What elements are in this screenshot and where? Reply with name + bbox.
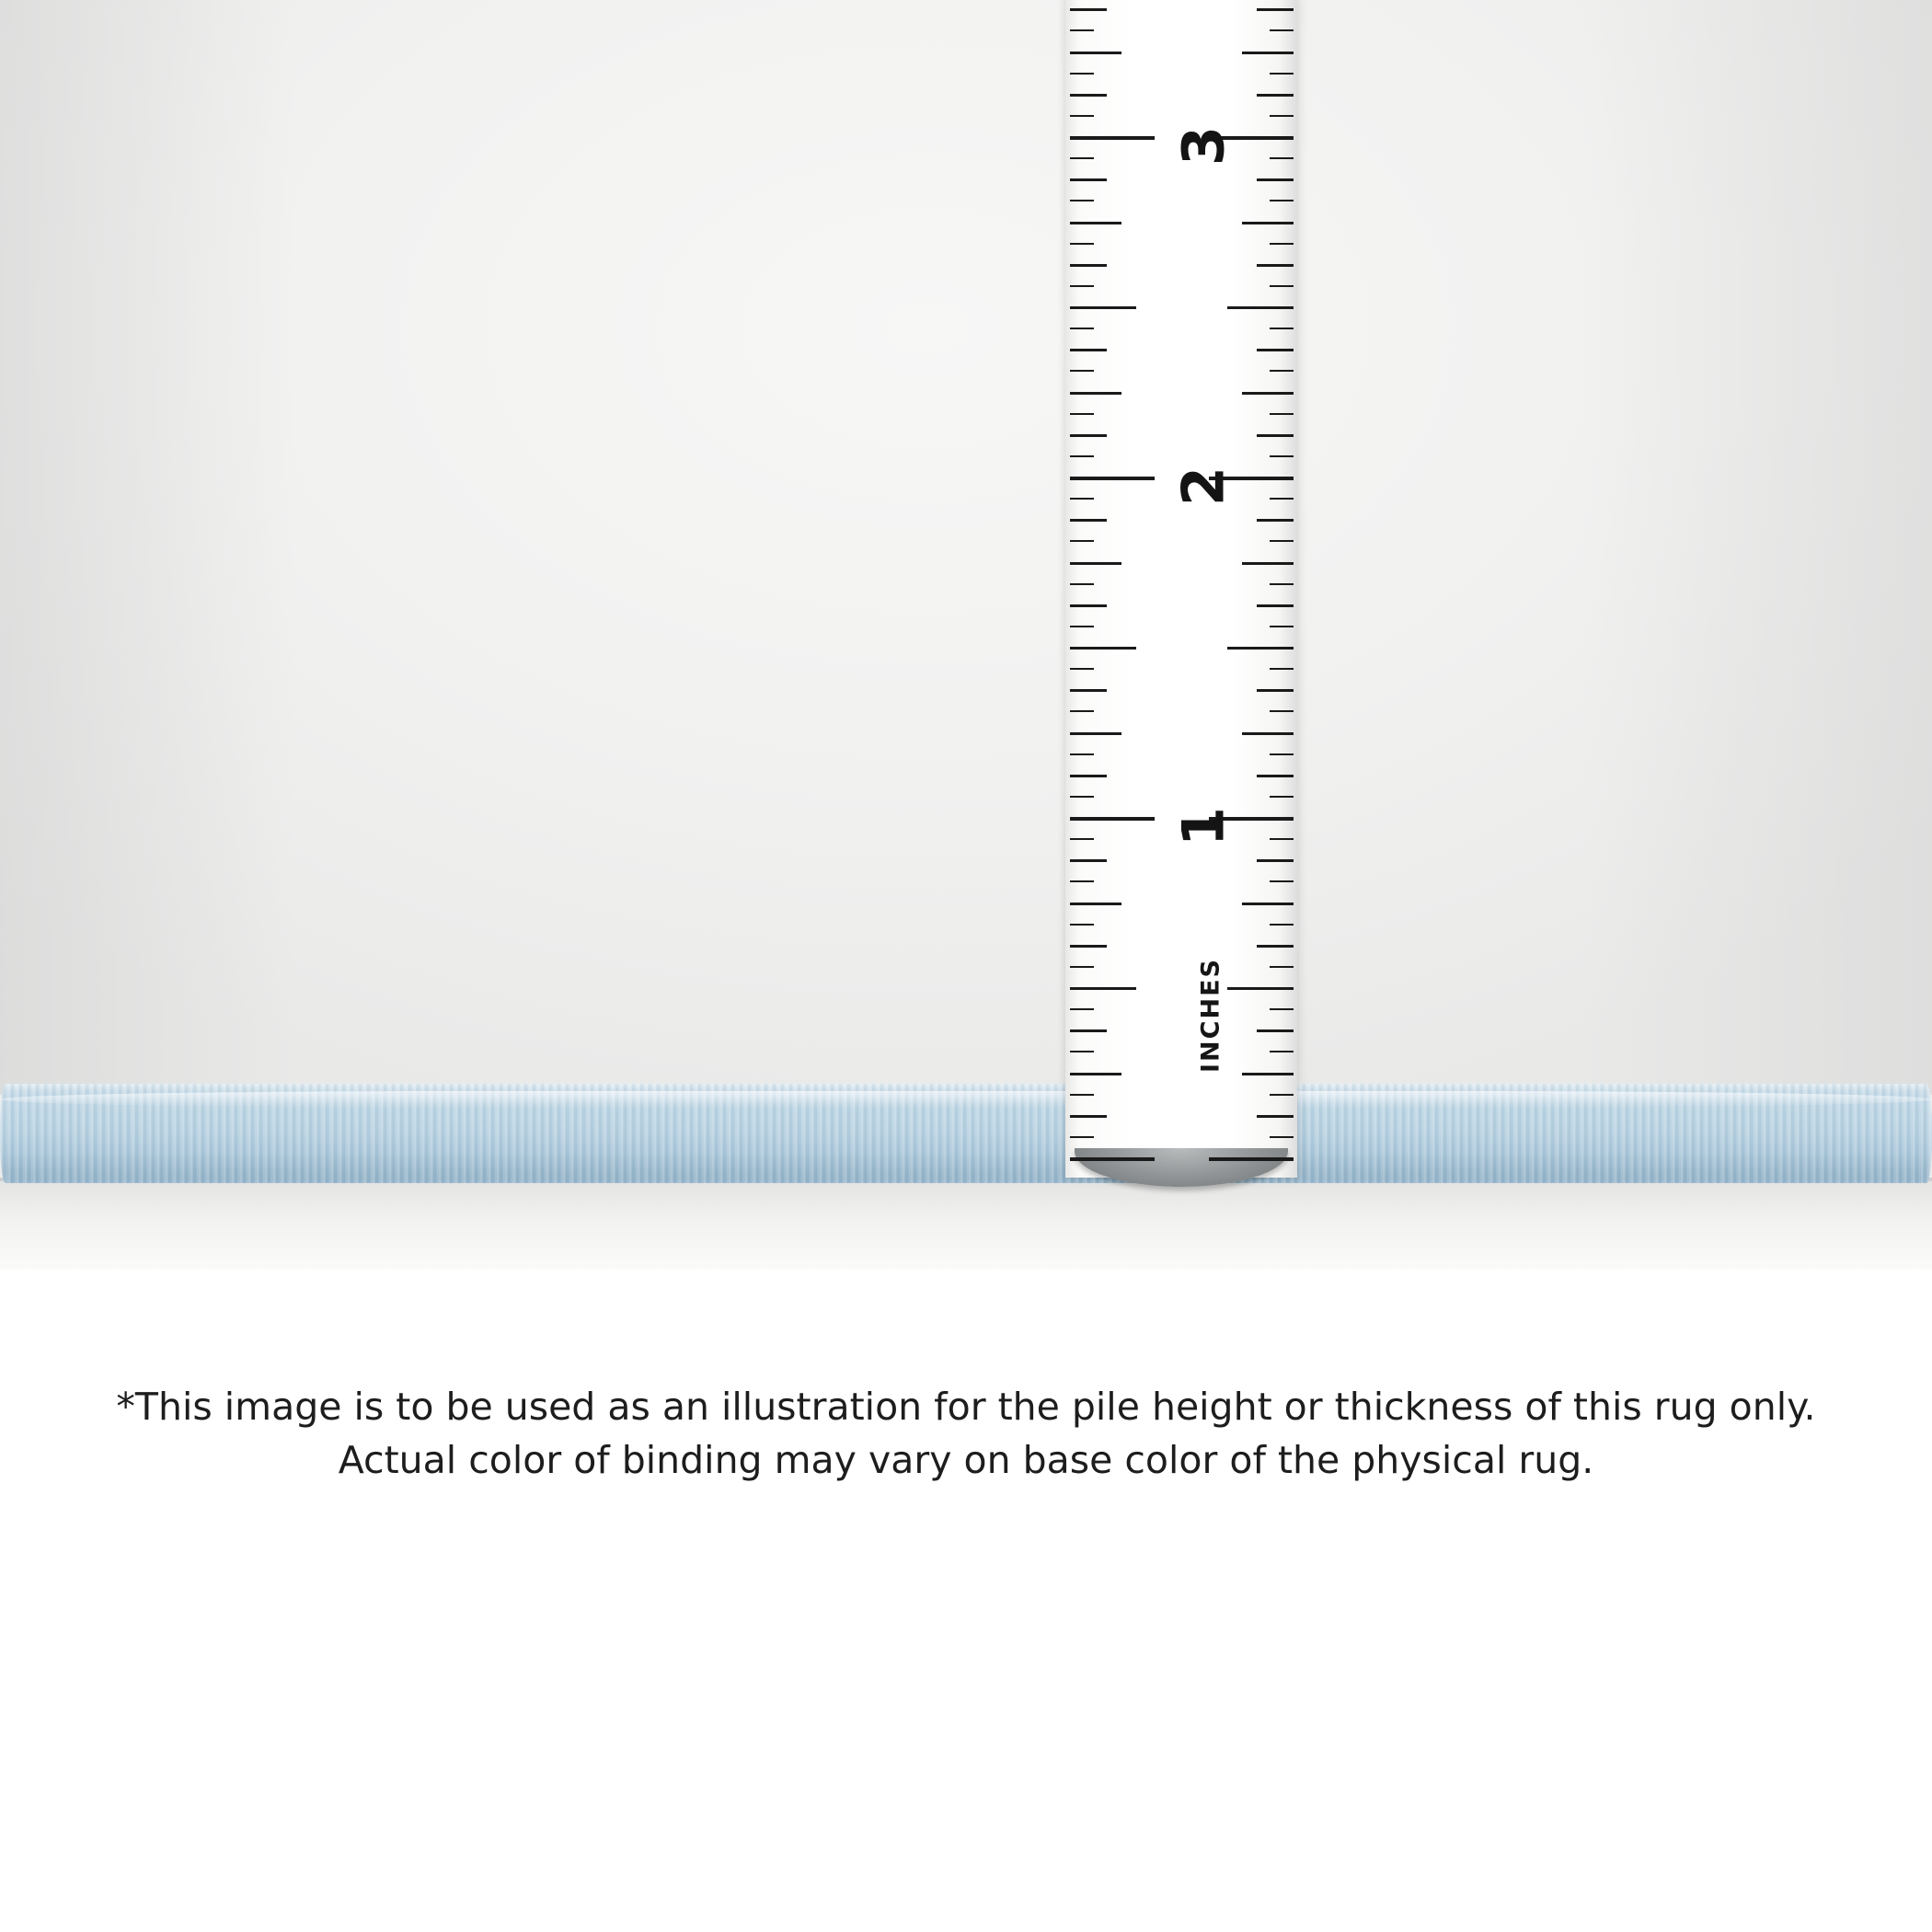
ruler-tick: [1257, 519, 1294, 522]
ruler-tick: [1070, 689, 1107, 692]
ruler-tick: [1257, 178, 1294, 181]
ruler-tick: [1070, 945, 1107, 948]
ruler-tick: [1070, 136, 1155, 140]
ruler-tick: [1070, 583, 1094, 585]
ruler-tick: [1070, 924, 1094, 926]
ruler-tick: [1242, 1073, 1294, 1075]
ruler-tick: [1070, 838, 1094, 840]
ruler-tick: [1070, 1051, 1094, 1052]
ruler-tick: [1070, 1157, 1155, 1161]
ruler-tick: [1070, 519, 1107, 522]
ruler-tick: [1270, 455, 1294, 457]
ruler-tick: [1070, 157, 1094, 159]
ruler-tick: [1070, 178, 1107, 181]
ruler-tick: [1070, 8, 1107, 11]
ruler-tick: [1070, 498, 1094, 500]
ruler-number-2: 2: [1169, 466, 1237, 507]
ruler-tick: [1070, 434, 1107, 437]
ruler-tick: [1270, 966, 1294, 968]
ruler-tick: [1257, 434, 1294, 437]
ruler-tick: [1070, 94, 1107, 97]
ruler-tick: [1070, 732, 1121, 735]
ruler-tick: [1227, 987, 1294, 990]
ruler-tick: [1070, 966, 1094, 968]
ruler-tick: [1270, 924, 1294, 926]
ruler-tick: [1070, 413, 1094, 415]
ruler-tick: [1242, 562, 1294, 565]
ruler-tick: [1242, 52, 1294, 54]
ruler-tick: [1227, 647, 1294, 650]
ruler-tick: [1070, 775, 1107, 777]
ruler-tick: [1257, 349, 1294, 351]
ruler-tick: [1070, 668, 1094, 670]
ruler-tick: [1070, 753, 1094, 755]
ruler-tick: [1070, 115, 1094, 117]
ruler-tick: [1070, 349, 1107, 351]
ruler-number-1: 1: [1169, 806, 1237, 847]
ruler-tick: [1270, 838, 1294, 840]
ruler-tick: [1270, 200, 1294, 201]
ruler-unit-label: INCHES: [1196, 958, 1225, 1073]
disclaimer-caption: [0, 1380, 1932, 1487]
ruler-tick: [1070, 306, 1136, 309]
ruler-tick: [1070, 710, 1094, 712]
ruler-tick: [1070, 477, 1155, 480]
ruler-tick: [1270, 370, 1294, 372]
floor-surface: [0, 1181, 1932, 1270]
ruler-tick: [1270, 73, 1294, 75]
ruler-tick: [1242, 903, 1294, 905]
ruler-tick: [1070, 1094, 1094, 1096]
ruler-tick: [1257, 8, 1294, 11]
ruler-tick: [1070, 817, 1155, 821]
ruler-tick: [1270, 1008, 1294, 1010]
ruler-tick: [1070, 73, 1094, 75]
ruler-tick: [1270, 668, 1294, 670]
ruler-tick: [1257, 1115, 1294, 1118]
wall-shadow-left: [0, 0, 294, 1095]
ruler-tick: [1070, 243, 1094, 245]
ruler-tick: [1270, 753, 1294, 755]
rug-binding-highlight: [0, 1091, 1932, 1108]
caption-line-1: *This image is to be used as an illustration for the pile height or thickness of this rug only.: [116, 1385, 1816, 1429]
ruler-tick: [1270, 413, 1294, 415]
ruler-tick: [1070, 1073, 1121, 1075]
ruler-tick: [1070, 200, 1094, 201]
ruler-tick: [1070, 562, 1121, 565]
ruler-tick: [1070, 222, 1121, 224]
caption-line-2: Actual color of binding may vary on base color of the physical rug.: [338, 1438, 1594, 1483]
ruler-tick: [1257, 604, 1294, 607]
ruler-tick: [1070, 264, 1107, 267]
ruler-tick: [1070, 1008, 1094, 1010]
ruler-tick: [1070, 859, 1107, 862]
ruler-tick: [1209, 1157, 1294, 1161]
ruler-tick: [1070, 1136, 1094, 1138]
ruler-tick: [1070, 370, 1094, 372]
ruler-tick: [1242, 732, 1294, 735]
ruler-tick: [1070, 903, 1121, 905]
ruler-tick: [1270, 1136, 1294, 1138]
ruler-tick: [1270, 498, 1294, 500]
ruler-tick: [1270, 1094, 1294, 1096]
ruler-tick: [1270, 540, 1294, 542]
ruler-tick: [1242, 392, 1294, 395]
ruler-tick: [1070, 540, 1094, 542]
ruler-tick: [1257, 94, 1294, 97]
ruler-tick: [1070, 1029, 1107, 1032]
ruler-tick: [1227, 306, 1294, 309]
ruler-tick: [1270, 880, 1294, 882]
ruler-tick: [1270, 1051, 1294, 1052]
ruler-tick: [1257, 264, 1294, 267]
ruler-tick: [1270, 115, 1294, 117]
ruler-tick: [1070, 392, 1121, 395]
ruler-tick: [1242, 222, 1294, 224]
ruler-tick: [1257, 775, 1294, 777]
ruler-tick: [1070, 626, 1094, 627]
ruler-tick: [1070, 880, 1094, 882]
ruler-tick: [1070, 604, 1107, 607]
ruler-tick: [1270, 583, 1294, 585]
ruler-tick: [1070, 285, 1094, 287]
ruler-tick: [1270, 626, 1294, 627]
wall-shadow-right: [1582, 0, 1932, 1095]
ruler-tick: [1070, 647, 1136, 650]
ruler-tick: [1270, 285, 1294, 287]
ruler-tick: [1257, 859, 1294, 862]
ruler-number-3: 3: [1169, 125, 1237, 167]
ruler-tick: [1070, 455, 1094, 457]
ruler-tick: [1270, 243, 1294, 245]
ruler-tick: [1257, 945, 1294, 948]
ruler-tick: [1270, 157, 1294, 159]
ruler-tick: [1270, 710, 1294, 712]
ruler-tick: [1070, 1115, 1107, 1118]
ruler-tick: [1070, 796, 1094, 798]
ruler-tick: [1070, 29, 1094, 31]
ruler-tick: [1257, 689, 1294, 692]
ruler-tick: [1270, 328, 1294, 329]
ruler-tick: [1070, 52, 1121, 54]
ruler-tick: [1270, 29, 1294, 31]
ruler-tick: [1070, 987, 1136, 990]
ruler-tick: [1270, 796, 1294, 798]
ruler-tick: [1257, 1029, 1294, 1032]
ruler-tick: [1070, 328, 1094, 329]
